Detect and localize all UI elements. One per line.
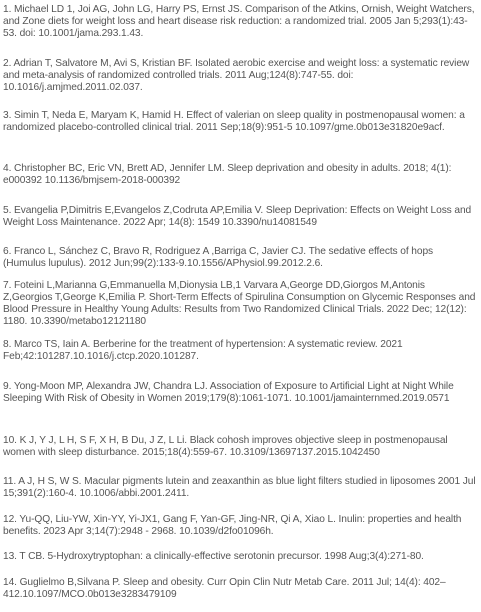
reference-item-3: 3. Simin T, Neda E, Maryam K, Hamid H. Effect of valerian on sleep quality in postmenopausal women: a randomized placebo-controlled clinical trial. 2011 Sep;18(9):951-5 10.1097/gme.0b013e31820e9acf. xyxy=(3,110,465,133)
reference-item-4: 4. Christopher BC, Eric VN, Brett AD, Jennifer LM. Sleep deprivation and obesity in adults. 2018; 4(1): e000392 10.1136/bmjsem-2018-000392 xyxy=(3,163,452,186)
reference-item-12: 12. Yu-QQ, Liu-YW, Xin-YY, Yi-JX1, Gang F, Yan-GF, Jing-NR, Qi A, Xiao L. Inulin: properties and health benefits. 2023 Apr 3;14(7):2948 - 2968. 10.1039/d2fo01096h. xyxy=(3,514,462,537)
reference-item-8: 8. Marco TS, Iain A. Berberine for the treatment of hypertension: A systematic review. 2021 Feb;42:101287.10.1016/j.ctcp.2020.101287. xyxy=(3,339,403,362)
reference-item-7: 7. Foteini L,Marianna G,Emmanuella M,Dionysia LB,1 Varvara A,George DD,Giorgos M,Antonis Z,Georgios T,George K,Emilia P. Short-Term Effects of Spirulina Consumption on Glycemic Responses and Blood Pressure in Healthy Young Adults: Results from Two Randomized Clinical Trials. 2022 Dec; 12(12): 1180. 10.3390/metabo12121180 xyxy=(3,280,476,327)
reference-item-6: 6. Franco L, Sánchez C, Bravo R, Rodriguez A ,Barriga C, Javier CJ. The sedative effects of hops (Humulus lupulus). 2012 Jun;99(2):133-9.10.1556/APhysiol.99.2012.2.6. xyxy=(3,246,433,269)
reference-item-10: 10. K J, Y J, L H, S F, X H, B Du, J Z, L Li. Black cohosh improves objective sleep in postmenopausal women with sleep disturbance. 2015;18(4):559-67. 10.3109/13697137.2015.1042450 xyxy=(3,435,448,458)
reference-item-1: 1. Michael LD 1, Joi AG, John LG, Harry PS, Ernst JS. Comparison of the Atkins, Ornish, Weight Watchers, and Zone diets for weight loss and heart disease risk reduction: a randomized trial. 2005 Jan 5;293(1):43-53. doi: 10.1001/jama.293.1.43. xyxy=(3,4,475,39)
reference-item-11: 11. A J, H S, W S. Macular pigments lutein and zeaxanthin as blue light filters studied in liposomes 2001 Jul 15;391(2):160-4. 10.1006/abbi.2001.2411. xyxy=(3,476,476,499)
reference-item-13: 13. T CB. 5-Hydroxytryptophan: a clinically-effective serotonin precursor. 1998 Aug;3(4):271-80. xyxy=(3,551,424,562)
reference-item-9: 9. Yong-Moon MP, Alexandra JW, Chandra LJ. Association of Exposure to Artificial Light at Night While Sleeping With Risk of Obesity in Women 2019;179(8):1061-1071. 10.1001/jamainternmed.2019.0571 xyxy=(3,381,454,404)
reference-item-2: 2. Adrian T, Salvatore M, Avi S, Kristian BF. Isolated aerobic exercise and weight loss: a systematic review and meta-analysis of randomized controlled trials. 2011 Aug;124(8):747-55. doi: 10.1016/j.amjmed.2011.02.037. xyxy=(3,58,470,93)
reference-item-5: 5. Evangelia P,Dimitris E,Evangelos Z,Codruta AP,Emilia V. Sleep Deprivation: Effects on Weight Loss and Weight Loss Maintenance. 2022 Apr; 14(8): 1549 10.3390/nu14081549 xyxy=(3,205,472,228)
reference-item-14: 14. Guglielmo B,Silvana P. Sleep and obesity. Curr Opin Clin Nutr Metab Care. 2011 Jul; 14(4): 402–412.10.1097/MCO.0b013e3283479109 xyxy=(3,577,446,600)
